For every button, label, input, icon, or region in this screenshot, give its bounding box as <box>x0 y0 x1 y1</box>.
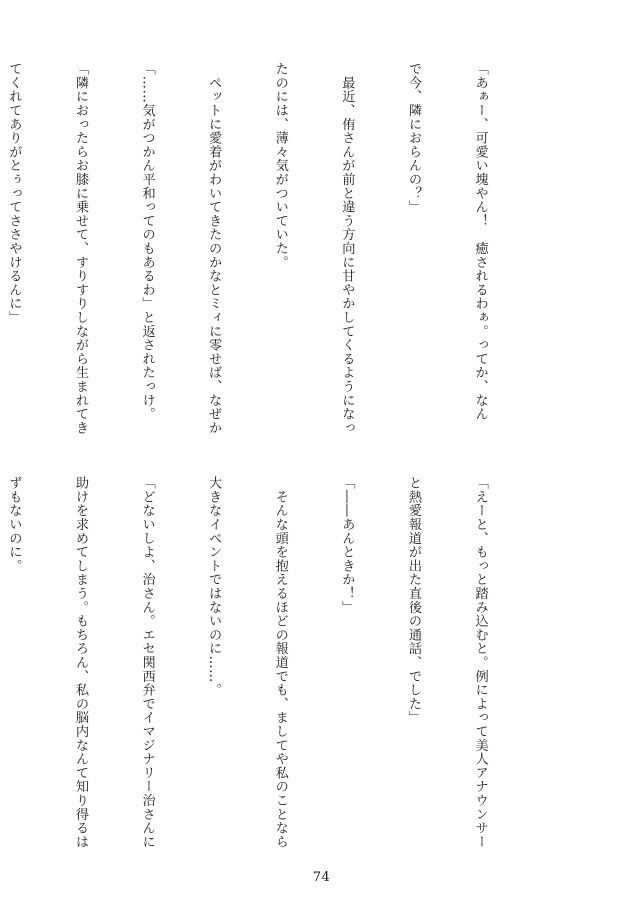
vertical-text-block-top <box>6 62 535 450</box>
text-line: 「――あんときか！」 <box>339 476 355 614</box>
text-line: 「……気がつかん平和ってのもあるわ」と返されたっけ。 <box>139 62 155 421</box>
text-line: 「あぁー、可愛い塊やん！ 癒されるわぁ。ってか、なん <box>472 62 488 421</box>
text-line: で今、隣におらんの？」 <box>405 62 421 214</box>
text-line: 「隣におったらお膝に乗せて、すりすりしながら生まれてき <box>72 62 88 435</box>
text-line: 最近、侑さんが前と違う方向に甘やかしてくるようになっ <box>339 62 355 435</box>
text-line: 助けを求めてしまう。もちろん、私の脳内なんて知り得るは <box>72 476 88 849</box>
text-line: 「どないしよ、治さん。エセ関西弁でイマジナリー治さんに <box>139 476 155 849</box>
vertical-text-block-bottom <box>6 476 535 866</box>
text-line: そんな頭を抱えるほどの報道でも、ましてや私のことなら <box>272 476 288 849</box>
page-number: 74 <box>312 870 331 885</box>
text-line: ずもないのに。 <box>6 476 22 573</box>
text-line: 「えーと、もっと踏み込むと。例によって美人アナウンサー <box>472 476 488 849</box>
text-line: てくれてありがとぅってささやけるんに」 <box>6 62 22 325</box>
text-line: ペットに愛着がわいてきたのかなとミィに零せば、なぜか <box>206 62 222 435</box>
text-line: 大きなイベントではないのに……。 <box>206 476 222 697</box>
text-line: と熱愛報道が出た直後の通話、でした」 <box>405 476 421 725</box>
text-line: たのには、薄々気がついていた。 <box>272 62 288 269</box>
